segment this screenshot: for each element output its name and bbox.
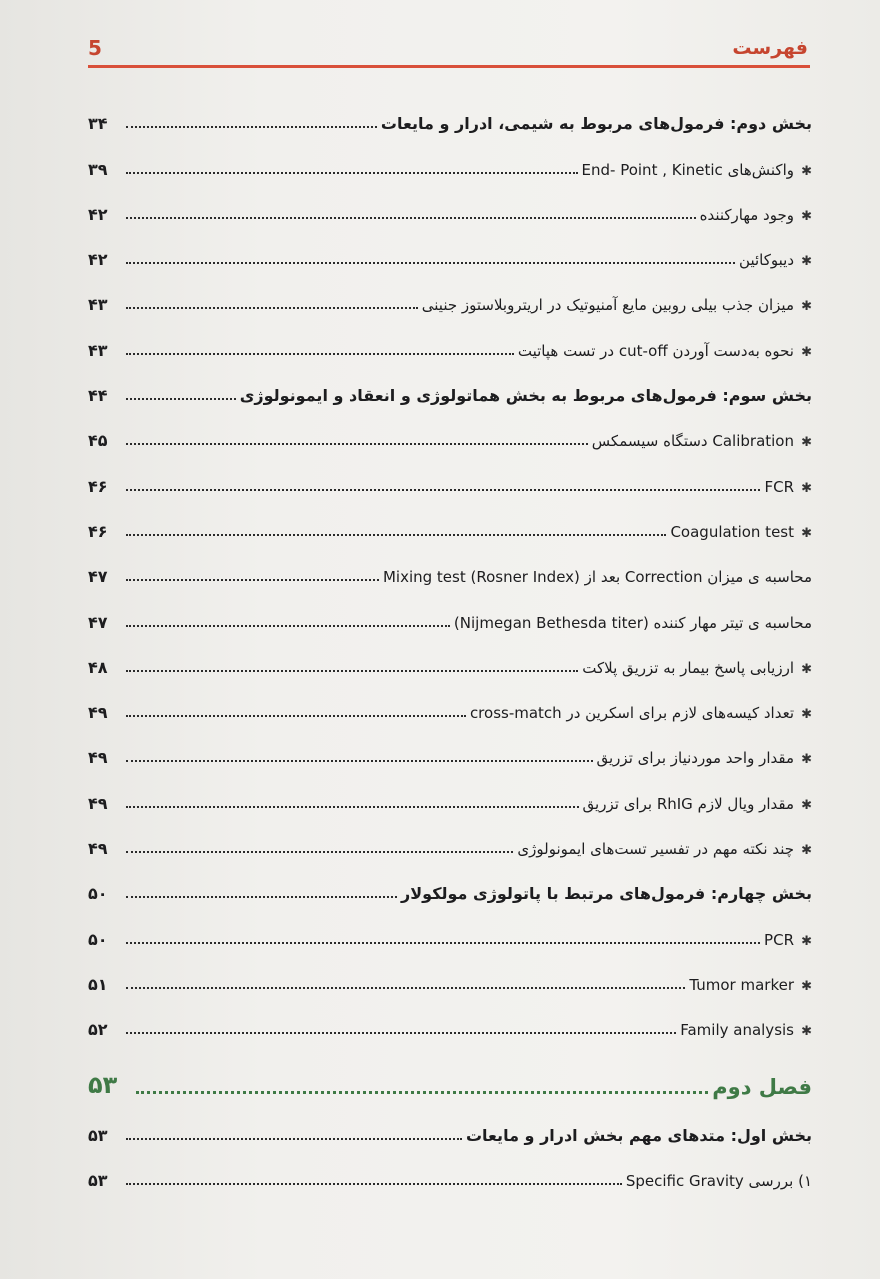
- toc-page-number: ۵۳: [88, 1170, 108, 1190]
- dot-leader: [126, 625, 450, 627]
- toc-entry-text: FCR: [764, 477, 794, 496]
- toc-page-number: ۴۷: [88, 612, 108, 632]
- toc-entry-text: محاسبه ی تیتر مهار کننده (Nijmegan Bethesda titer): [453, 613, 812, 632]
- toc-entry-row: [88, 545, 812, 590]
- dot-leader: [126, 443, 588, 445]
- toc-entry-text: مقدار ویال لازم RhIG برای تزریق: [582, 794, 794, 813]
- toc-entry-row: [88, 998, 812, 1043]
- toc-entry-row: [88, 907, 812, 952]
- toc-entry-text: نحوه به‌دست آوردن cut-off در تست هپاتیت: [517, 341, 794, 360]
- toc-entry-row: [88, 318, 812, 363]
- dot-leader: [126, 896, 397, 898]
- toc-entry-label: [597, 749, 813, 771]
- dot-leader: [126, 760, 593, 762]
- toc-entry-text: بخش چهارم: فرمول‌های مرتبط با پاتولوژی مولکولار: [401, 884, 812, 904]
- asterisk-bullet-icon: ✱: [801, 163, 812, 179]
- asterisk-bullet-icon: ✱: [801, 978, 812, 994]
- toc-entry-text: دیبوکائین: [739, 251, 794, 270]
- toc-entry-text: Coagulation test: [670, 522, 794, 541]
- toc-entry-row: [88, 636, 812, 681]
- dot-leader: [126, 579, 379, 581]
- asterisk-bullet-icon: ✱: [801, 933, 812, 949]
- toc-page-number: ۵۰: [88, 929, 108, 949]
- toc-page-number: ۵۳: [88, 1125, 108, 1145]
- toc-entry-label: [381, 114, 812, 137]
- asterisk-bullet-icon: ✱: [801, 661, 812, 677]
- toc-entry-label: [582, 659, 812, 681]
- toc-entry-label: [240, 386, 812, 409]
- toc-entry-text: بخش سوم: فرمول‌های مربوط به بخش هماتولوژی و انعقاد و ایمونولوژی: [239, 386, 812, 406]
- toc-entry-row: [88, 500, 812, 545]
- toc-entry-text: Tumor marker: [689, 975, 794, 994]
- toc-entry-label: [466, 1126, 812, 1149]
- asterisk-bullet-icon: ✱: [801, 344, 812, 360]
- asterisk-bullet-icon: ✱: [801, 480, 812, 496]
- toc-page-number: ۴۷: [88, 567, 108, 587]
- dot-leader: [126, 172, 578, 174]
- toc-entry-label: [712, 1075, 812, 1103]
- toc-section-row: [88, 364, 812, 409]
- toc-entry-text: بخش دوم: فرمول‌های مربوط به شیمی، ادرار و مایعات: [380, 114, 812, 134]
- toc-entry-label: [583, 795, 812, 817]
- asterisk-bullet-icon: ✱: [801, 752, 812, 768]
- toc-entry-label: [422, 296, 812, 318]
- toc-entry-label: [764, 478, 812, 500]
- page-number: 5: [88, 36, 102, 60]
- asterisk-bullet-icon: ✱: [801, 435, 812, 451]
- toc-page-number: ۴۵: [88, 431, 108, 451]
- toc-page-number: ۵۱: [88, 974, 108, 994]
- page-title: فهرست: [732, 37, 808, 59]
- dot-leader: [126, 217, 696, 219]
- toc-entry-label: [518, 342, 812, 364]
- toc-section-row: [88, 1103, 812, 1148]
- dot-leader: [126, 1183, 622, 1185]
- dot-leader: [126, 942, 760, 944]
- toc-entry-text: وجود مهارکننده: [699, 205, 794, 224]
- toc-entry-row: [88, 273, 812, 318]
- toc-page-number: ۴۹: [88, 703, 108, 723]
- header-rule: [88, 65, 810, 68]
- toc-entry-row: [88, 137, 812, 182]
- toc-entry-text: محاسبه ی میزان Correction بعد از Mixing test (Rosner Index): [382, 568, 812, 587]
- dot-leader: [126, 715, 466, 717]
- toc-entry-text: فصل دوم: [712, 1075, 812, 1100]
- table-of-contents: [88, 92, 812, 1194]
- dot-leader: [126, 307, 418, 309]
- toc-page-number: ۵۲: [88, 1020, 108, 1040]
- toc-entry-label: [680, 1021, 812, 1043]
- toc-entry-label: [582, 161, 812, 183]
- toc-entry-label: [626, 1172, 812, 1194]
- asterisk-bullet-icon: ✱: [801, 208, 812, 224]
- dot-leader: [126, 262, 735, 264]
- asterisk-bullet-icon: ✱: [801, 299, 812, 315]
- toc-entry-row: [88, 771, 812, 816]
- toc-entry-text: ۱) بررسی Specific Gravity: [625, 1171, 812, 1190]
- toc-entry-text: PCR: [764, 930, 794, 949]
- toc-entry-text: ارزیابی پاسخ بیمار به تزریق پلاکت: [582, 658, 794, 677]
- dot-leader: [126, 987, 685, 989]
- toc-page-number: ۳۴: [88, 114, 108, 134]
- toc-page-number: ۴۹: [88, 748, 108, 768]
- toc-page-number: ۴۳: [88, 340, 108, 360]
- toc-page-number: ۴۲: [88, 204, 108, 224]
- toc-entry-row: [88, 681, 812, 726]
- toc-page-number: ۴۹: [88, 839, 108, 859]
- toc-page-number: ۴۸: [88, 657, 108, 677]
- toc-entry-label: [689, 976, 812, 998]
- toc-section-row: [88, 862, 812, 907]
- toc-entry-row: [88, 1149, 812, 1194]
- toc-entry-text: Calibration دستگاه سیسمکس: [591, 432, 794, 451]
- asterisk-bullet-icon: ✱: [801, 707, 812, 723]
- asterisk-bullet-icon: ✱: [801, 843, 812, 859]
- toc-entry-label: [454, 614, 812, 636]
- toc-section-row: [88, 92, 812, 137]
- toc-entry-row: [88, 454, 812, 499]
- toc-entry-label: [764, 931, 812, 953]
- asterisk-bullet-icon: ✱: [801, 1024, 812, 1040]
- toc-entry-text: میزان جذب بیلی روبین مایع آمنیوتیک در اریتروبلاستوز جنینی: [421, 296, 794, 315]
- toc-entry-row: [88, 590, 812, 635]
- toc-page-number: ۴۶: [88, 521, 108, 541]
- asterisk-bullet-icon: ✱: [801, 525, 812, 541]
- dot-leader: [126, 1138, 462, 1140]
- toc-page-number: ۴۲: [88, 250, 108, 270]
- toc-page-number: ۴۹: [88, 793, 108, 813]
- asterisk-bullet-icon: ✱: [801, 254, 812, 270]
- toc-entry-label: [739, 251, 812, 273]
- toc-page-number: ۵۳: [88, 1071, 118, 1100]
- toc-entry-label: [470, 704, 812, 726]
- dot-leader: [126, 851, 513, 853]
- toc-page-number: ۴۴: [88, 386, 108, 406]
- toc-entry-label: [401, 884, 812, 907]
- dot-leader: [126, 353, 514, 355]
- toc-entry-row: [88, 409, 812, 454]
- toc-entry-label: [592, 432, 812, 454]
- toc-entry-text: مقدار واحد موردنیاز برای تزریق: [596, 749, 794, 768]
- toc-chapter-row: [88, 1047, 812, 1103]
- toc-entry-text: تعداد کیسه‌های لازم برای اسکرین در cross-match: [469, 704, 794, 723]
- dot-leader: [126, 534, 666, 536]
- toc-page-number: ۴۳: [88, 295, 108, 315]
- toc-page-number: ۵۰: [88, 884, 108, 904]
- toc-entry-row: [88, 183, 812, 228]
- toc-entry-label: [517, 840, 812, 862]
- dot-leader: [136, 1091, 708, 1094]
- toc-entry-row: [88, 953, 812, 998]
- dot-leader: [126, 806, 579, 808]
- toc-entry-label: [700, 206, 812, 228]
- dot-leader: [126, 126, 377, 128]
- toc-entry-label: [670, 523, 812, 545]
- toc-entry-label: [383, 568, 812, 590]
- toc-entry-text: چند نکته مهم در تفسیر تست‌های ایمونولوژی: [517, 840, 794, 859]
- toc-entry-text: Family analysis: [680, 1021, 794, 1040]
- toc-entry-row: [88, 817, 812, 862]
- dot-leader: [126, 398, 236, 400]
- toc-entry-text: بخش اول: متدهای مهم بخش ادرار و مایعات: [465, 1125, 812, 1145]
- toc-entry-row: [88, 726, 812, 771]
- toc-entry-row: [88, 228, 812, 273]
- dot-leader: [126, 670, 578, 672]
- dot-leader: [126, 1032, 676, 1034]
- page-header: [88, 30, 808, 66]
- toc-page-number: ۳۹: [88, 159, 108, 179]
- dot-leader: [126, 489, 760, 491]
- toc-page-number: ۴۶: [88, 476, 108, 496]
- asterisk-bullet-icon: ✱: [801, 797, 812, 813]
- toc-entry-text: واکنش‌های End- Point , Kinetic: [581, 160, 794, 179]
